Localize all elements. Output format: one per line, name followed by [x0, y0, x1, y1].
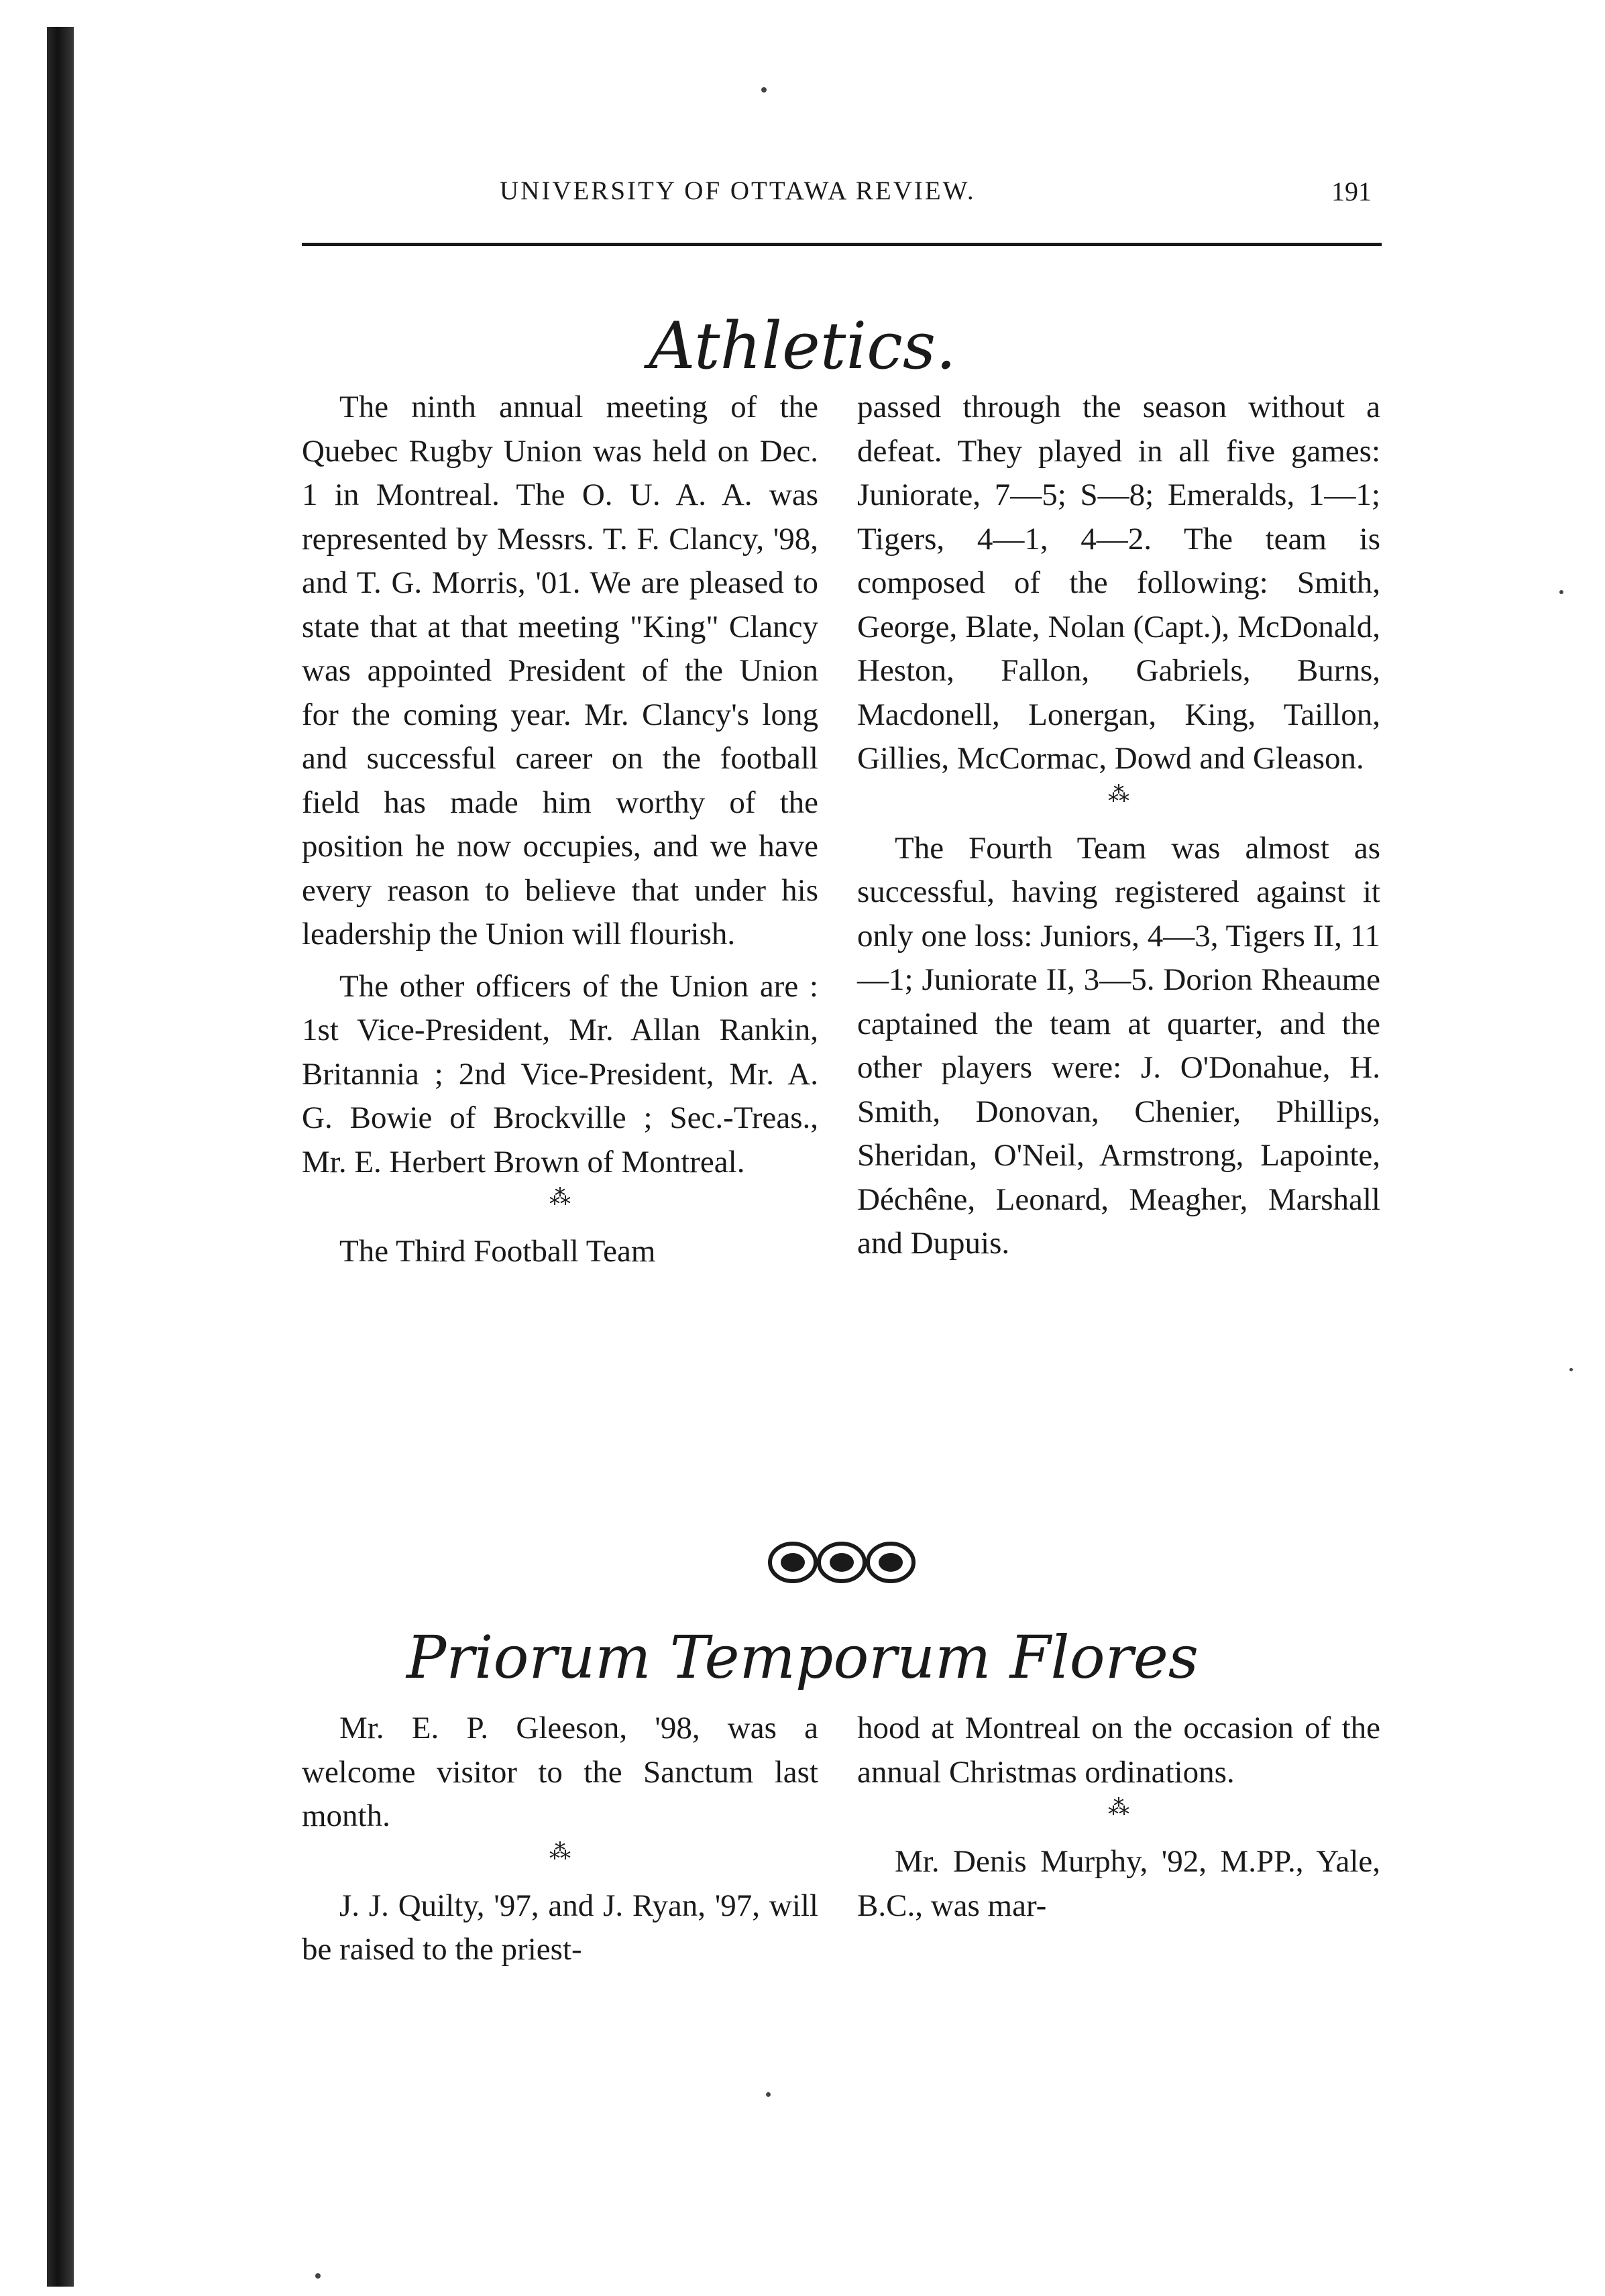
header-rule [302, 243, 1382, 246]
athletics-left-column [302, 386, 818, 1274]
athletics-right-column [857, 386, 1380, 1266]
asterism-separator: ⁂ [549, 1185, 571, 1209]
paragraph-union-officers: The other officers of the Union are : 1st Vice-President, Mr. Allan Rankin, Britannia ; 2nd Vice-President, Mr. A. G. Bowie of Brockville ; Sec.-Treas., Mr. E. Herbert Brown of Montreal. [302, 968, 818, 1180]
journal-title: UNIVERSITY OF OTTAWA REVIEW. [500, 176, 976, 205]
paragraph-gleeson: Mr. E. P. Gleeson, '98, was a welcome visitor to the Sanctum last month. [302, 1711, 818, 1833]
priorum-right-column [857, 1707, 1380, 1928]
paragraph-priesthood-cont: hood at Montreal on the occasion of the annual Christmas ordinations. [857, 1711, 1380, 1790]
paragraph-murphy: Mr. Denis Murphy, '92, M.PP., Yale, B.C., was mar- [857, 1844, 1380, 1923]
athletics-heading: Athletics. [649, 308, 956, 384]
scan-speck [766, 2092, 771, 2097]
scan-speck [761, 87, 767, 93]
priorum-left-column [302, 1707, 818, 1972]
priorum-heading: Priorum Temporum Flores [406, 1623, 1199, 1692]
asterism-separator: ⁂ [1108, 1795, 1129, 1819]
paragraph-fourth-team: The Fourth Team was almost as successful, having registered against it only one loss: Juniors, 4—3, Tigers II, 11—1; Juniorate II, 3—5. Dorion Rheaume captained the team at quarter, and the other players were: J. O'Donahue, H. Smith, Donovan, Chenier, Phillips, Sheridan, O'Neil, Armstrong, Lapointe, Déchêne, Leonard, Meagher, Marshall and Dupuis. [857, 830, 1380, 1261]
paragraph-third-team-start: The Third Football Team [339, 1234, 656, 1269]
paragraph-third-team-cont: passed through the season without a defeat. They played in all five games: Juniorate, 7—5; S—8; Emeralds, 1—1; Tigers, 4—1, 4—2. The team is composed of the following: Smith, George, Blate, Nolan (Capt.), McDonald, Heston, Fallon, Gabriels, Burns, Macdonell, Lonergan, King, Taillon, Gillies, McCormac, Dowd and Gleason. [857, 390, 1380, 776]
decorative-ornament [765, 1536, 919, 1589]
scan-speck [315, 2273, 321, 2279]
asterism-separator: ⁂ [549, 1839, 571, 1863]
scan-speck [1569, 1368, 1573, 1371]
page-number: 191 [1331, 176, 1372, 207]
paragraph-rugby-union: The ninth annual meeting of the Quebec Rugby Union was held on Dec. 1 in Montreal. The O. U. A. A. was represented by Messrs. T. F. Clancy, '98, and T. G. Morris, '01. We are pleased to state that at that meeting "King" Clancy was appointed President of the Union for the coming year. Mr. Clancy's long and successful career on the football field has made him worthy of the position he now occupies, and we have every reason to believe that under his leadership the Union will flourish. [302, 390, 818, 952]
running-header [366, 176, 1372, 223]
paragraph-quilty-ryan: J. J. Quilty, '97, and J. Ryan, '97, will be raised to the priest- [302, 1888, 818, 1967]
asterism-separator: ⁂ [1108, 781, 1129, 806]
scan-speck [1559, 590, 1563, 594]
